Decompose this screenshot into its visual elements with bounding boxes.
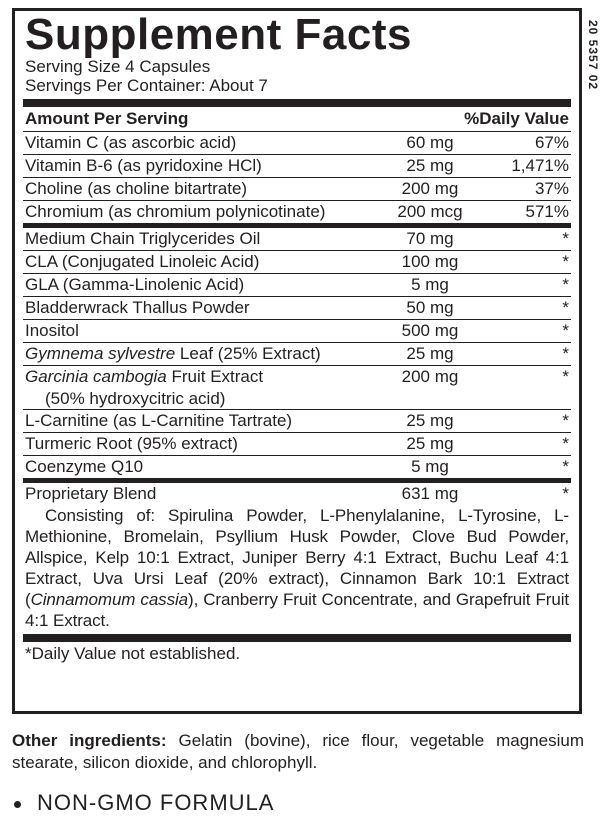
row-dv: * bbox=[562, 457, 569, 476]
row-amount: 5 mg bbox=[411, 457, 449, 476]
row-amount: 200 mg bbox=[401, 179, 459, 198]
table-row bbox=[23, 132, 571, 155]
supplement-facts-panel bbox=[12, 8, 582, 714]
bullet-icon bbox=[14, 801, 21, 808]
table-row bbox=[23, 155, 571, 178]
table-row bbox=[23, 483, 571, 505]
row-dv: 37% bbox=[534, 179, 569, 198]
row-name: Coenzyme Q10 bbox=[25, 457, 144, 476]
row-name: Vitamin B-6 (as pyridoxine HCl) bbox=[25, 156, 262, 175]
row-amount: 70 mg bbox=[406, 229, 454, 248]
table-row bbox=[23, 410, 571, 433]
divider-thick bbox=[23, 634, 571, 642]
row-name: Medium Chain Triglycerides Oil bbox=[25, 229, 261, 248]
table-row bbox=[23, 343, 571, 366]
row-name: L-Carnitine (as L-Carnitine Tartrate) bbox=[25, 411, 293, 430]
table-row bbox=[23, 201, 571, 223]
row-amount: 60 mg bbox=[406, 133, 454, 152]
row-name: Proprietary Blend bbox=[25, 484, 157, 503]
row-dv: * bbox=[562, 484, 569, 503]
row-name: Chromium (as chromium polynicotinate) bbox=[25, 202, 326, 221]
row-name: Bladderwrack Thallus Powder bbox=[25, 298, 250, 317]
row-amount: 500 mg bbox=[401, 321, 459, 340]
row-subtext: (50% hydroxycitric acid) bbox=[45, 389, 226, 408]
row-name bbox=[23, 366, 375, 388]
footnote: *Daily Value not established. bbox=[25, 644, 241, 663]
row-dv: * bbox=[562, 275, 569, 294]
blend-text-a: Consisting of: Spirulina Powder, L-Phenylalanine, L-Tyrosine, L-Methionine, Bromelain, Psyllium Husk Powder, Clove Bud Powder, Allspice, Kelp 10:1 Extract, Juniper Berry 4:1 Extract, Buchu Leaf 4:1 Extract, Uva Ursi Leaf (20% extract), Cinnamon Bark 10:1 Extract ( bbox=[25, 506, 569, 609]
row-dv: * bbox=[562, 252, 569, 271]
table-row bbox=[23, 178, 571, 201]
row-name: Vitamin C (as ascorbic acid) bbox=[25, 133, 237, 152]
row-dv: 571% bbox=[525, 202, 569, 221]
row-amount: 5 mg bbox=[411, 275, 449, 294]
row-amount: 25 mg bbox=[406, 411, 454, 430]
table-row bbox=[23, 251, 571, 274]
table-row bbox=[23, 320, 571, 343]
table-row bbox=[23, 297, 571, 320]
table-row bbox=[23, 433, 571, 456]
blend-latin: Cinnamomum cassia bbox=[30, 590, 189, 609]
side-code bbox=[586, 20, 600, 200]
row-amount: 200 mcg bbox=[397, 202, 463, 221]
latin-name: Gymnema sylvestre bbox=[25, 344, 176, 363]
blend-text-b: ), Cranberry Fruit Concentrate, and Grapefruit Fruit 4:1 Extract. bbox=[25, 590, 569, 630]
row-amount: 25 mg bbox=[406, 434, 454, 453]
name-rest: Fruit Extract bbox=[166, 367, 264, 386]
divider-thick bbox=[23, 99, 571, 107]
row-dv: * bbox=[562, 229, 569, 248]
other-ingredients-label: Other ingredients: bbox=[12, 731, 167, 750]
servings-per-container: Servings Per Container: About 7 bbox=[25, 76, 268, 95]
row-amount: 25 mg bbox=[406, 344, 454, 363]
proprietary-blend bbox=[23, 483, 571, 631]
ingredient-rows bbox=[23, 228, 571, 478]
row-dv: * bbox=[562, 321, 569, 340]
row-name bbox=[23, 343, 375, 365]
other-ingredients bbox=[12, 730, 584, 774]
blend-description bbox=[23, 505, 571, 631]
row-dv: 67% bbox=[534, 133, 569, 152]
row-dv: * bbox=[562, 298, 569, 317]
row-amount: 631 mg bbox=[401, 484, 459, 503]
table-row bbox=[23, 274, 571, 297]
name-rest: Leaf (25% Extract) bbox=[175, 344, 321, 363]
latin-name: Garcinia cambogia bbox=[25, 367, 167, 386]
amount-header: Amount Per Serving bbox=[25, 109, 189, 128]
row-name: CLA (Conjugated Linoleic Acid) bbox=[25, 252, 260, 271]
row-dv: 1,471% bbox=[511, 156, 569, 175]
row-amount: 100 mg bbox=[401, 252, 459, 271]
row-dv: * bbox=[562, 367, 569, 386]
non-gmo-line bbox=[14, 790, 274, 816]
panel-title: Supplement Facts bbox=[25, 10, 412, 59]
side-code-text: 20 5357 02 bbox=[586, 20, 600, 91]
row-dv: * bbox=[562, 344, 569, 363]
row-amount: 50 mg bbox=[406, 298, 454, 317]
row-amount: 200 mg bbox=[401, 367, 459, 386]
row-dv: * bbox=[562, 411, 569, 430]
other-ingredients-text: Gelatin (bovine), rice flour, vegetable magnesium stearate, silicon dioxide, and chlorophyll. bbox=[12, 731, 584, 772]
row-name: Turmeric Root (95% extract) bbox=[25, 434, 238, 453]
row-name: Choline (as choline bitartrate) bbox=[25, 179, 248, 198]
table-header bbox=[23, 107, 571, 132]
vitamin-rows bbox=[23, 132, 571, 223]
row-dv: * bbox=[562, 434, 569, 453]
table-row bbox=[23, 228, 571, 251]
serving-size: Serving Size 4 Capsules bbox=[25, 57, 211, 76]
dv-header: %Daily Value bbox=[464, 109, 569, 128]
serving-info bbox=[25, 57, 571, 95]
row-name: Inositol bbox=[25, 321, 79, 340]
table-row bbox=[23, 456, 571, 478]
non-gmo-text: NON-GMO FORMULA bbox=[37, 790, 275, 815]
row-amount: 25 mg bbox=[406, 156, 454, 175]
row-name: GLA (Gamma-Linolenic Acid) bbox=[25, 275, 245, 294]
table-row bbox=[23, 366, 571, 410]
